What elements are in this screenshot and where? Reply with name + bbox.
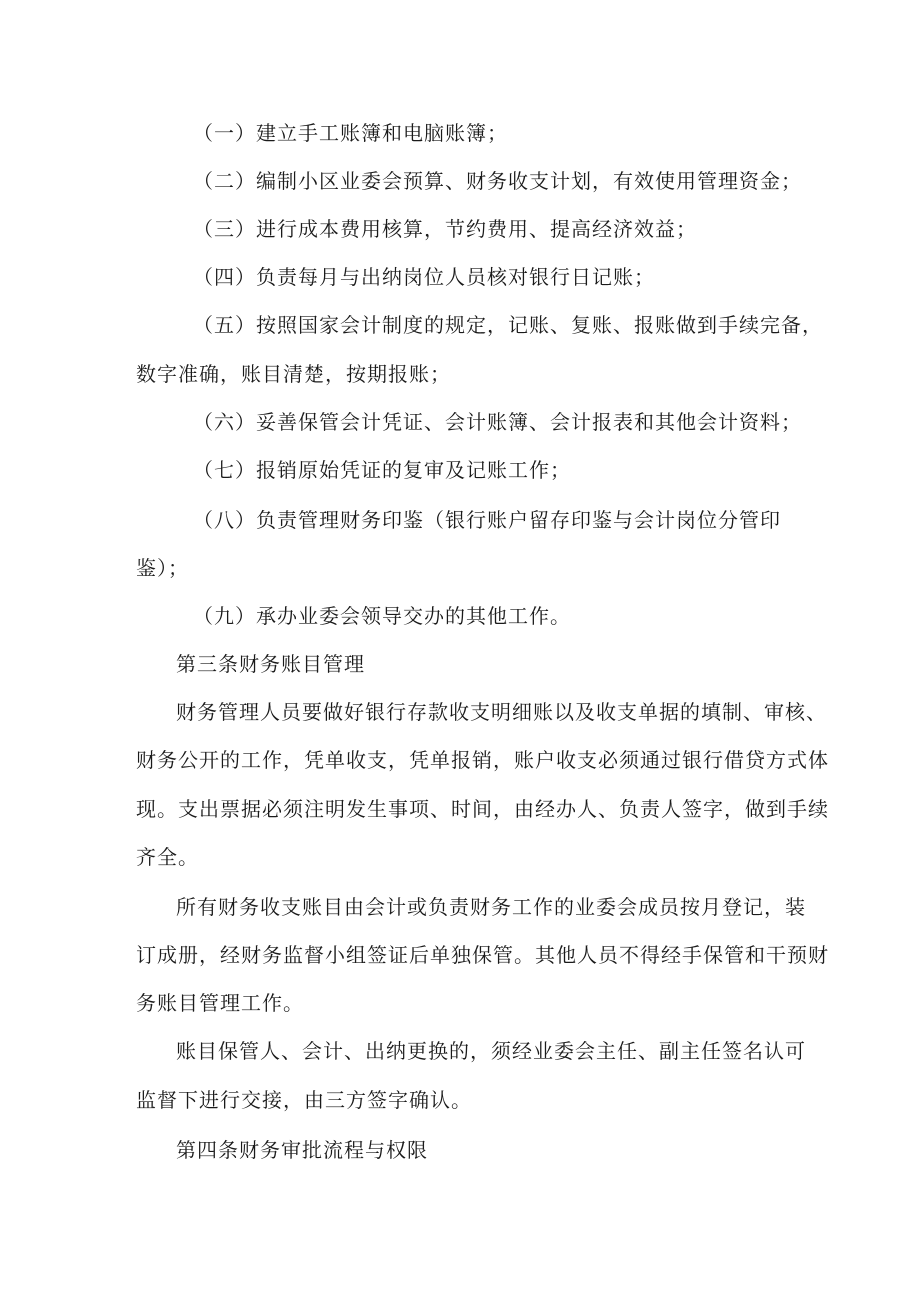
duty-item-4: （四）负责每月与出纳岗位人员核对银行日记账； <box>193 265 655 289</box>
paragraph-1-line-3: 现。支出票据必须注明发生事项、时间，由经办人、负责人签字，做到手续 <box>136 797 829 821</box>
duty-item-5-line-2: 数字准确，账目清楚，按期报账； <box>136 362 451 386</box>
paragraph-3-line-1: 账目保管人、会计、出纳更换的，须经业委会主任、副主任签名认可 <box>176 1039 806 1063</box>
paragraph-1-line-4: 齐全。 <box>136 845 199 869</box>
section-heading-article-4: 第四条财务审批流程与权限 <box>176 1138 428 1162</box>
duty-item-7: （七）报销原始凭证的复审及记账工作； <box>193 458 571 482</box>
paragraph-2-line-3: 务账目管理工作。 <box>136 991 304 1015</box>
duty-item-9: （九）承办业委会领导交办的其他工作。 <box>193 604 571 628</box>
duty-item-5-line-1: （五）按照国家会计制度的规定，记账、复账、报账做到手续完备， <box>193 313 823 337</box>
section-heading-article-3: 第三条财务账目管理 <box>176 652 365 676</box>
paragraph-1-line-2: 财务公开的工作，凭单收支，凭单报销，账户收支必须通过银行借贷方式体 <box>136 748 829 772</box>
paragraph-2-line-2: 订成册，经财务监督小组签证后单独保管。其他人员不得经手保管和干预财 <box>136 943 829 967</box>
duty-item-8-line-1: （八）负责管理财务印鉴（银行账户留存印鉴与会计岗位分管印 <box>193 508 781 532</box>
duty-item-1: （一）建立手工账簿和电脑账簿； <box>193 121 508 145</box>
paragraph-1-line-1: 财务管理人员要做好银行存款收支明细账以及收支单据的填制、审核、 <box>176 700 827 724</box>
duty-item-6: （六）妥善保管会计凭证、会计账簿、会计报表和其他会计资料； <box>193 410 802 434</box>
paragraph-3-line-2: 监督下进行交接，由三方签字确认。 <box>136 1088 472 1112</box>
duty-item-2: （二）编制小区业委会预算、财务收支计划，有效使用管理资金； <box>193 169 802 193</box>
paragraph-2-line-1: 所有财务收支账目由会计或负责财务工作的业委会成员按月登记，装 <box>176 895 806 919</box>
duty-item-3: （三）进行成本费用核算，节约费用、提高经济效益； <box>193 217 697 241</box>
duty-item-8-line-2: 鉴）； <box>136 556 189 580</box>
